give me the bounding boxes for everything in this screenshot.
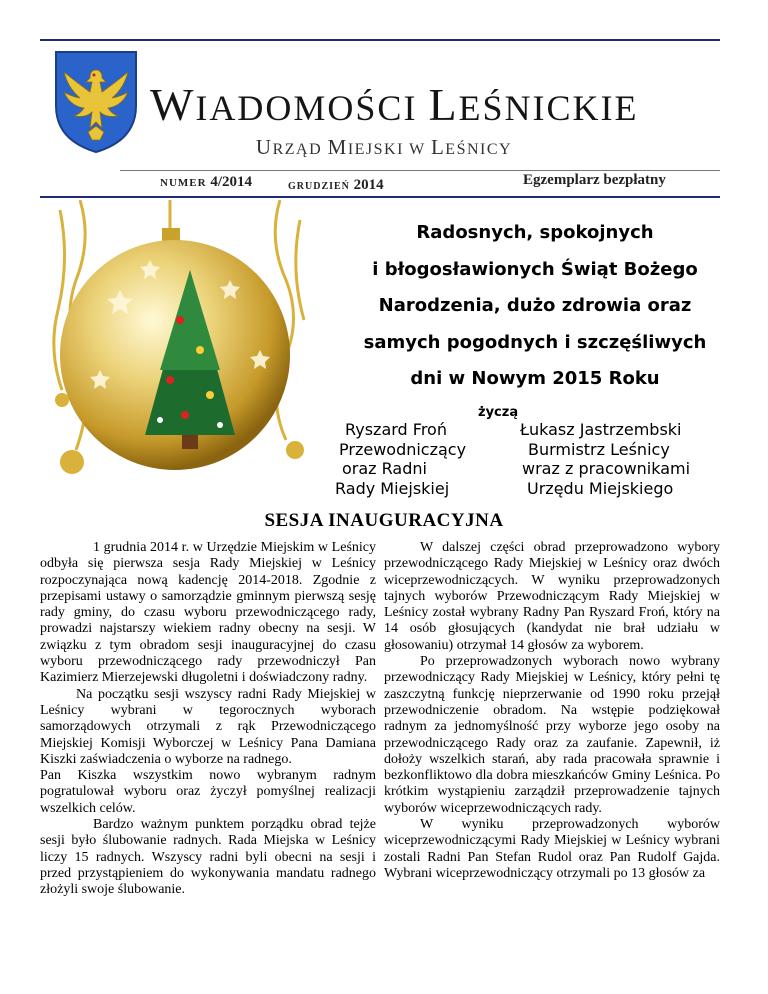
article-paragraph: Po przeprowadzonych wyborach nowo wybrany przewodniczący Rady Miejskiej w Leśnicy, który pełni tę zaszczytną funkcję nieprzerwanie od 1990 roku przejął przewodniczenie obradom. Na wstępie podziękował radnym za jednomyślność przy wyborze jego osoby na przewodniczącego Rady oraz za zaufanie. Zapewnił, iż dołoży wszelkich starań, aby rada pracowała sprawnie i bezkonfliktowo dla dobra mieszkańców Gminy Leśnica. Po krótkim wystąpieniu zarządził przeprowadzenie tajnych wyborów wiceprzewodniczących rady. [384, 654, 720, 816]
signature-line: wraz z pracownikami [522, 459, 691, 478]
publisher-line: URZĄD MIEJSKI W LEŚNICY [255, 135, 513, 159]
signature-line: Burmistrz Leśnicy [528, 439, 670, 459]
issue-number: NUMER 4/2014 [160, 174, 252, 190]
issue-top-rule [120, 170, 720, 171]
greeting-line: Radosnych, spokojnych [416, 222, 654, 243]
signature-line: oraz Radni [342, 459, 427, 478]
article-paragraph: W dalszej części obrad przeprowadzono wybory przewodniczącego Rady Miejskiej w Leśnicy oraz dwóch wiceprzewodniczących. W wyniku przeprowadzonych tajnych wyborów Przewodniczącym Rady Miejskiej w Leśnicy został wybrany Radny Pan Ryszard Froń, który na 14 osób głosujących (kandydat nie brał udziału w głosowaniu) otrzymał 14 głosów za wyborem. [384, 540, 720, 653]
article-column-right [384, 540, 720, 882]
christmas-greeting [335, 215, 735, 398]
greeting-line: i błogosławionych Świąt Bożego [372, 258, 698, 280]
article-paragraph: Bardzo ważnym punktem porządku obrad tejże sesji było ślubowanie radnych. Rada Miejska w Leśnicy liczy 15 radnych. Wszyscy radni byli obecni na sesji i przed przystąpieniem do wykonywania mandatu radnego złożyli swoje ślubowanie. [40, 817, 376, 898]
issue-bottom-rule [40, 196, 720, 198]
free-copy-label: Egzemplarz bezpłatny [523, 172, 666, 188]
signature-line: Urzędu Miejskiego [527, 478, 674, 498]
signature-right [520, 420, 691, 498]
top-rule [40, 39, 720, 41]
christmas-ornament-image [40, 200, 320, 510]
greeting-line: samych pogodnych i szczęśliwych [363, 331, 707, 353]
signature-line: Przewodniczący [339, 439, 467, 459]
article-paragraph: Pan Kiszka wszystkim nowo wybranym radnym pogratulował wyboru oraz życzył pomyślnej realizacji wszelkich celów. [40, 768, 376, 816]
signature-line: Ryszard Froń [345, 420, 447, 439]
greeting-line: Narodzenia, dużo zdrowia oraz [378, 295, 692, 316]
article-paragraph: Na początku sesji wszyscy radni Rady Miejskiej w Leśnicy wybrani w tegorocznych wyborach samorządowych otrzymali z rąk Przewodniczącego Miejskiej Komisji Wyborczej w Leśnicy Pana Damiana Kiszki zaświadczenia o wyborze na radnego. [40, 686, 376, 767]
greeting-line: dni w Nowym 2015 Roku [410, 368, 660, 389]
signature-line: Łukasz Jastrzembski [520, 420, 682, 439]
newspaper-title: WIADOMOŚCI LEŚNICKIE [150, 79, 639, 130]
article-paragraph: W wyniku przeprowadzonych wyborów wiceprzewodniczącymi Rady Miejskiej w Leśnicy wybrani zostali Radni Pan Stefan Rudol oraz Pan Rudolf Gajda. Wybrani wiceprzewodniczący otrzymali po 13 głosów za [384, 817, 720, 881]
wish-label: życzą [478, 405, 519, 420]
article-column-left [40, 540, 376, 899]
article-paragraph: 1 grudnia 2014 r. w Urzędzie Miejskim w Leśnicy odbyła się pierwsza sesja Rady Miejskiej w Leśnicy rozpoczynająca nową kadencję 2014-2018. Zgodnie z przepisami ustawy o samorządzie gminnym pierwszą sesję rady gminy, do czasu wyboru przewodniczącego rady, prowadzi najstarszy wiekiem radny obecny na sesji. W związku z tym obradom sesji inauguracyjnej do czasu wyboru przewodniczącego rady przewodniczył Pan Kazimierz Mierzejewski długoletni i doświadczony radny. [40, 540, 376, 686]
article-title: SESJA INAUGURACYJNA [264, 510, 504, 531]
signature-left [333, 420, 467, 498]
issue-date: GRUDZIEŃ 2014 [288, 177, 384, 193]
signature-line: Rady Miejskiej [335, 478, 450, 498]
